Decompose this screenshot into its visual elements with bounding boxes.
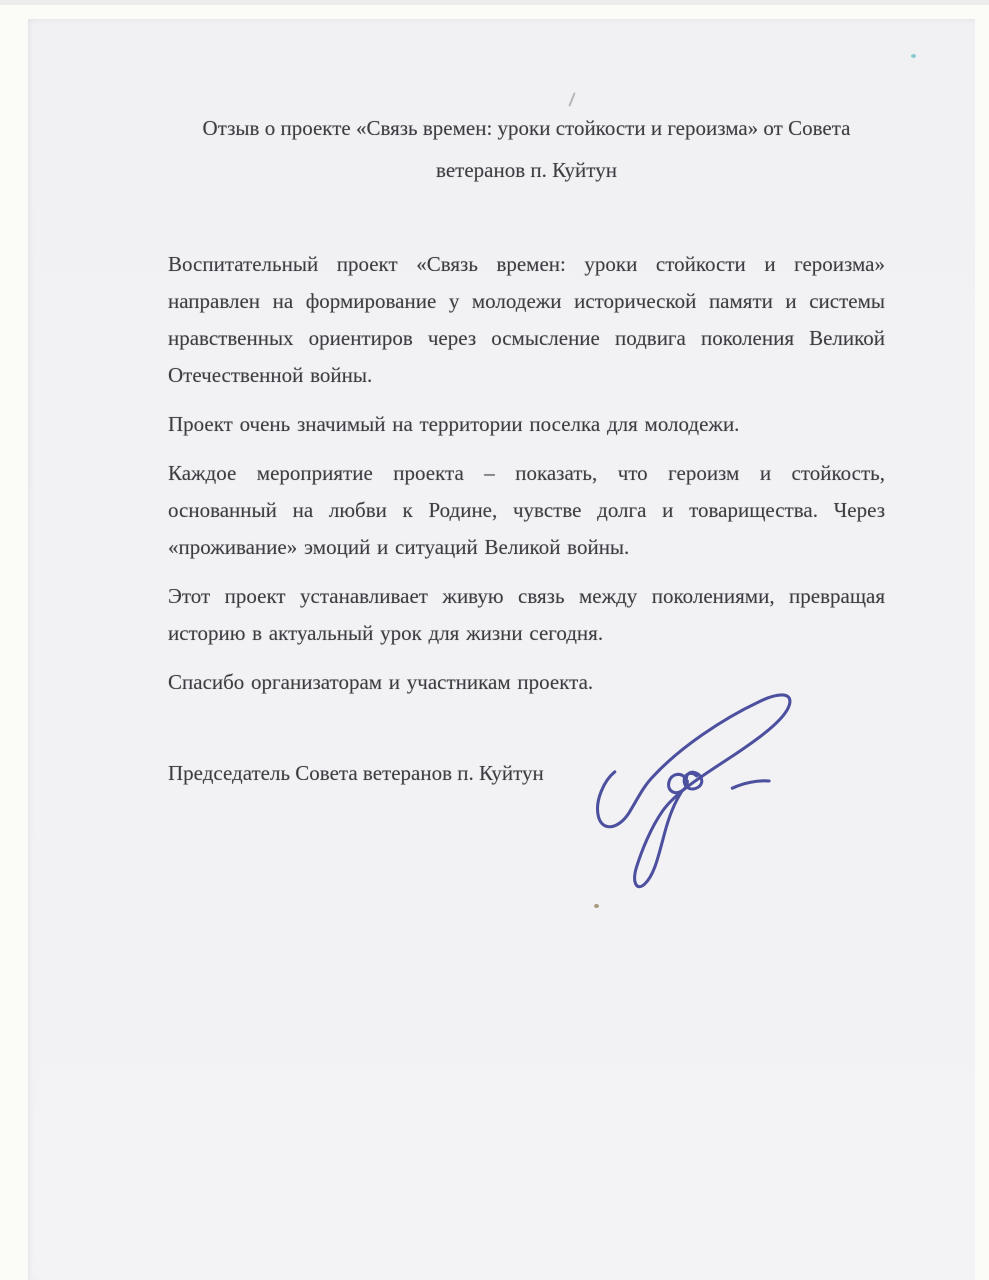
signoff-line: Председатель Совета ветеранов п. Куйтун (168, 761, 544, 785)
paragraph-connection: Этот проект устанавливает живую связь между поколениями, превращая историю в актуальный урок для жизни сегодня. (168, 584, 885, 645)
scan-speck-cyan (911, 54, 916, 58)
document-title: Отзыв о проекте «Связь времен: уроки стойкости и героизма» от Совета ветеранов п. Куйтун (202, 116, 851, 182)
paragraph-significance: Проект очень значимый на территории поселка для молодежи. (168, 412, 740, 436)
signature-ink (598, 695, 790, 887)
document-page (28, 19, 975, 1280)
paragraph-events: Каждое мероприятие проекта – показать, что героизм и стойкость, основанный на любви к Родине, чувстве долга и товарищества. Через «проживание» эмоций и ситуаций Великой войны. (168, 461, 885, 559)
scan-speck-brown (594, 904, 599, 908)
signature (582, 686, 807, 921)
paragraph-thanks: Спасибо организаторам и участникам проекта. (168, 670, 594, 694)
document-content (28, 19, 975, 1280)
scan-top-edge (0, 0, 989, 5)
paragraph-intro: Воспитательный проект «Связь времен: уроки стойкости и героизма» направлен на формирование у молодежи исторической памяти и системы нравственных ориентиров через осмысление подвига поколения Великой Отечественной войны. (168, 252, 885, 387)
